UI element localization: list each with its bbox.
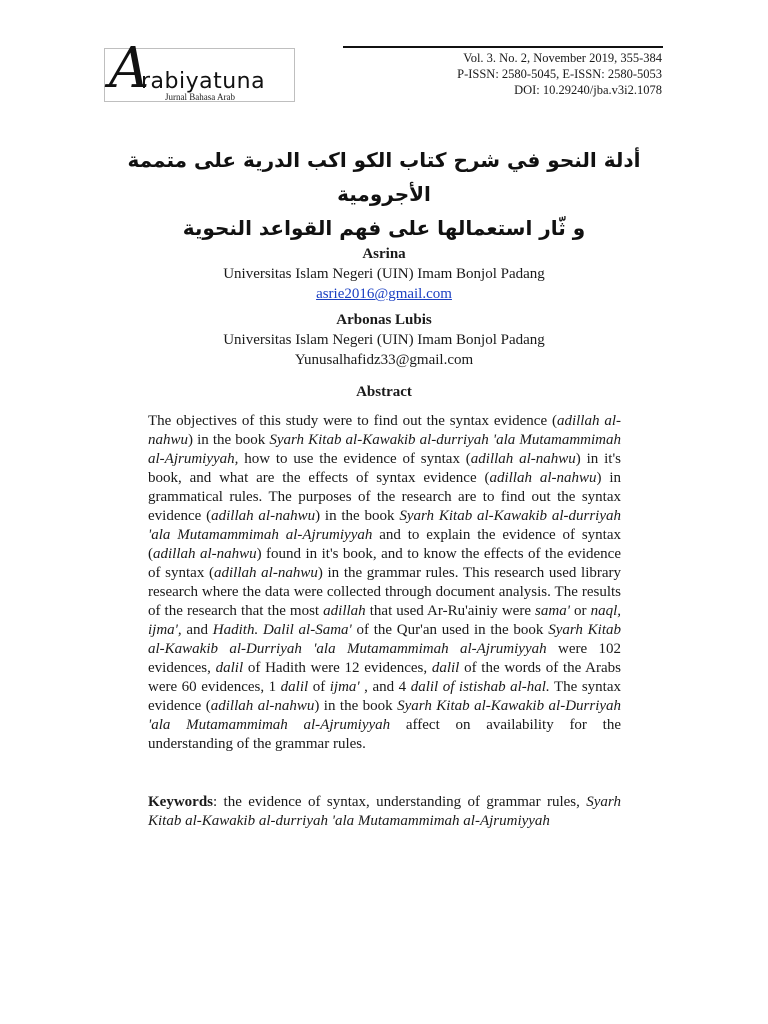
logo-subtitle: Jurnal Bahasa Arab bbox=[165, 92, 235, 102]
article-title bbox=[100, 143, 668, 245]
author-affiliation: Universitas Islam Negeri (UIN) Imam Bonjol Padang bbox=[223, 266, 545, 282]
keywords-text: : the evidence of syntax, understanding of grammar rules, bbox=[213, 794, 587, 810]
author-2 bbox=[0, 310, 768, 370]
author-name: Arbonas Lubis bbox=[336, 312, 432, 328]
author-1 bbox=[0, 244, 768, 304]
title-line-2: و ثّار استعمالها على فهم القواعد النحوية bbox=[182, 216, 586, 240]
abstract-heading: Abstract bbox=[356, 384, 412, 400]
volume-line: Vol. 3. No. 2, November 2019, 355-384 bbox=[463, 51, 662, 65]
issn-line: P-ISSN: 2580-5045, E-ISSN: 2580-5053 bbox=[457, 67, 662, 81]
author-email: Yunusalhafidz33@gmail.com bbox=[294, 352, 474, 368]
header-rule bbox=[343, 46, 663, 48]
doi-line: DOI: 10.29240/jba.v3i2.1078 bbox=[514, 83, 662, 97]
author-affiliation: Universitas Islam Negeri (UIN) Imam Bonjol Padang bbox=[223, 332, 545, 348]
keywords-label: Keywords bbox=[148, 794, 213, 810]
title-line-1: أدلة النحو في شرح كتاب الكو اكب الدرية على متممة الأجرومية bbox=[127, 148, 641, 206]
logo-letter: A bbox=[109, 36, 150, 101]
author-email-link[interactable]: asrie2016@gmail.com bbox=[316, 286, 452, 302]
abstract-paragraph: The objectives of this study were to find out the syntax evidence (adillah al-nahwu) in the book Syarh Kitab al-Kawakib al-durriyah 'ala Mutamammimah al-Ajrumiyyah, how to use the evidence of syntax (adillah al-nahwu) in it's book, and what are the effects of syntax evidence (adillah al-nahwu) in grammatical rules. The purposes of the research are to find out the syntax evidence (adillah al-nahwu) in the book Syarh Kitab al-Kawakib al-durriyah 'ala Mutamammimah al-Ajrumiyyah and to explain the evidence of syntax (adillah al-nahwu) found in it's book, and to know the effects of the evidence of syntax (adillah al-nahwu) in the grammar rules. This research used library research where the data were collected through document analysis. The results of the research that the most adillah that used Ar-Ru'ainiy were sama' or naql, ijma', and Hadith. Dalil al-Sama' of the Qur'an used in the book Syarh Kitab al-Kawakib al-Durriyah 'ala Mutamammimah al-Ajrumiyyah were 102 evidences, dalil of Hadith were 12 evidences, dalil of the words of the Arabs were 60 evidences, 1 dalil of ijma' , and 4 dalil of istishab al-hal. The syntax evidence (adillah al-nahwu) in the book Syarh Kitab al-Kawakib al-Durriyah 'ala Mutamammimah al-Ajrumiyyah affect on availability for the understanding of the grammar rules. bbox=[148, 413, 622, 752]
logo-word: rabiyatuna bbox=[141, 69, 266, 94]
journal-logo bbox=[104, 36, 295, 102]
author-name: Asrina bbox=[362, 246, 406, 262]
journal-info bbox=[457, 50, 662, 98]
abstract-body bbox=[148, 412, 621, 754]
keywords bbox=[148, 793, 621, 831]
keywords-italic: Syarh Kitab al-Kawakib al-durriyah 'ala Mutamammimah al-Ajrumiyyah bbox=[148, 794, 621, 829]
